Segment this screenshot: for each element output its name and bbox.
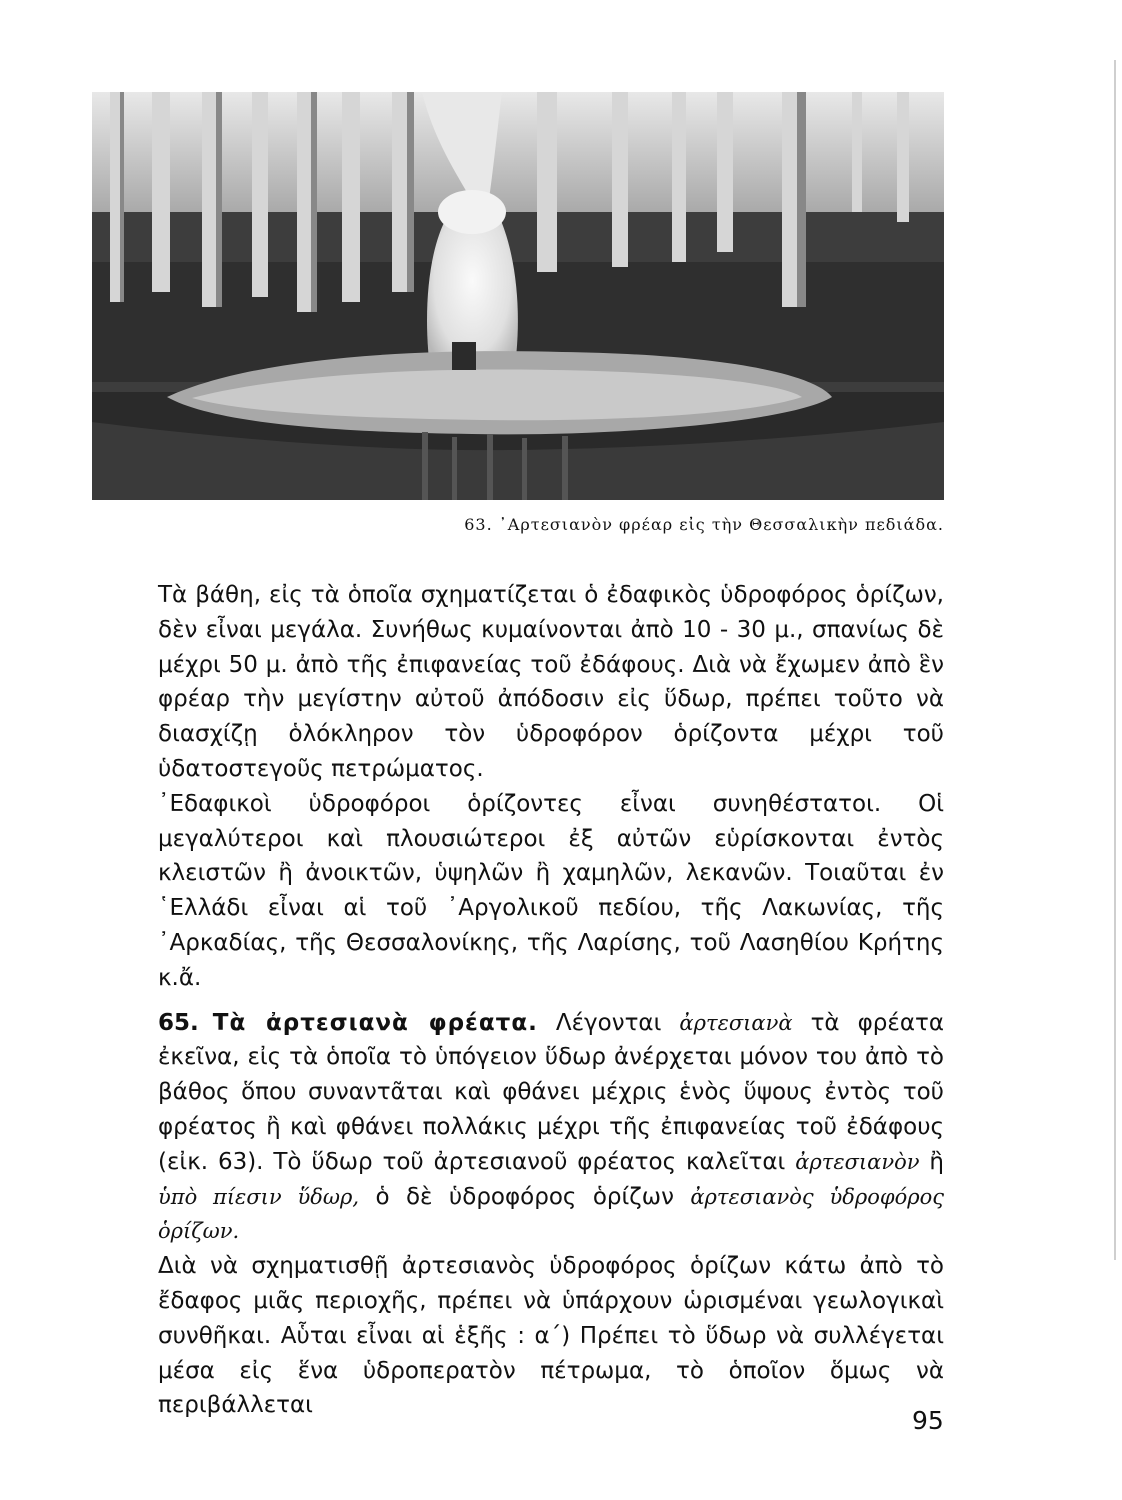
section-number: 65. [158,1009,199,1036]
text-run: τὰ φρέατα ἐκεῖνα, εἰς τὰ ὁποῖα τὸ ὑπόγειον ὕδωρ ἀνέρχεται μόνον του ἀπὸ τὸ βάθος ὅπου συναντᾶται καὶ φθάνει μέχρις ἑνὸς ὕψους ἐντὸς τοῦ φρέατος ἢ καὶ φθάνει πολλάκις μέχρι τῆς ἐπιφανείας τοῦ ἐδάφους (εἰκ. 63). Τὸ ὕδωρ τοῦ ἀρτεσιανοῦ φρέατος καλεῖται [158,1009,944,1175]
section-65-paragraph [158,1006,944,1250]
page-edge [1114,60,1116,1260]
figure-caption: 63. ᾿Αρτεσιανὸν φρέαρ εἰς τὴν Θεσσαλικὴν πεδιάδα. [464,515,944,534]
body-text [158,578,944,1423]
artesian-well-photo [92,92,944,500]
text-run: Λέγονται [537,1009,680,1036]
paragraph: Τὰ βάθη, εἰς τὰ ὁποῖα σχηματίζεται ὁ ἐδαφικὸς ὑδροφόρος ὁρίζων, δὲν εἶναι μεγάλα. Συνήθως κυμαίνονται ἀπὸ 10 - 30 μ., σπανίως δὲ μέχρι 50 μ. ἀπὸ τῆς ἐπιφανείας τοῦ ἐδάφους. Διὰ νὰ ἔχωμεν ἀπὸ ἓν φρέαρ τὴν μεγίστην αὐτοῦ ἀπόδοσιν εἰς ὕδωρ, πρέπει τοῦτο νὰ διασχίζῃ ὁλόκληρον τὸν ὑδροφόρον ὁρίζοντα μέχρι τοῦ ὑδατοστεγοῦς πετρώματος. [158,582,944,782]
italic-term: ἀρτεσιανὸν [795,1149,920,1174]
paragraph: Διὰ νὰ σχηματισθῇ ἀρτεσιανὸς ὑδροφόρος ὁρίζων κάτω ἀπὸ τὸ ἔδαφος μιᾶς περιοχῆς, πρέπει νὰ ὑπάρχουν ὡρισμέναι γεωλογικαὶ συνθῆκαι. Αὗται εἶναι αἱ ἑξῆς : α΄) Πρέπει τὸ ὕδωρ νὰ συλλέγεται μέσα εἰς ἕνα ὑδροπερατὸν πέτρωμα, τὸ ὁποῖον ὅμως νὰ περιβάλλεται [158,1253,944,1419]
paragraph: ᾿Εδαφικοὶ ὑδροφόροι ὁρίζοντες εἶναι συνηθέστατοι. Οἱ μεγαλύτεροι καὶ πλουσιώτεροι ἐξ αὐτῶν εὑρίσκονται ἐντὸς κλειστῶν ἢ ἀνοικτῶν, ὑψηλῶν ἢ χαμηλῶν, λεκανῶν. Τοιαῦται ἐν ῾Ελλάδι εἶναι αἱ τοῦ ᾿Αργολικοῦ πεδίου, τῆς Λακωνίας, τῆς ᾿Αρκαδίας, τῆς Θεσσαλονίκης, τῆς Λαρίσης, τοῦ Λασηθίου Κρήτης κ.ἄ. [158,790,944,991]
text-run: ὁ δὲ ὑδροφόρος ὁρίζων [359,1183,691,1210]
italic-term: ἀρτεσιανὸς ὑδροφόρος ὁρίζων. [158,1184,944,1244]
page-number: 95 [912,1406,944,1435]
text-run: ἢ [919,1148,944,1175]
italic-term: ἀρτεσιανὰ [679,1010,793,1035]
section-title: Τὰ ἀρτεσιανὰ φρέατα. [212,1009,538,1036]
italic-term: ὑπὸ πίεσιν ὕδωρ, [158,1184,360,1209]
